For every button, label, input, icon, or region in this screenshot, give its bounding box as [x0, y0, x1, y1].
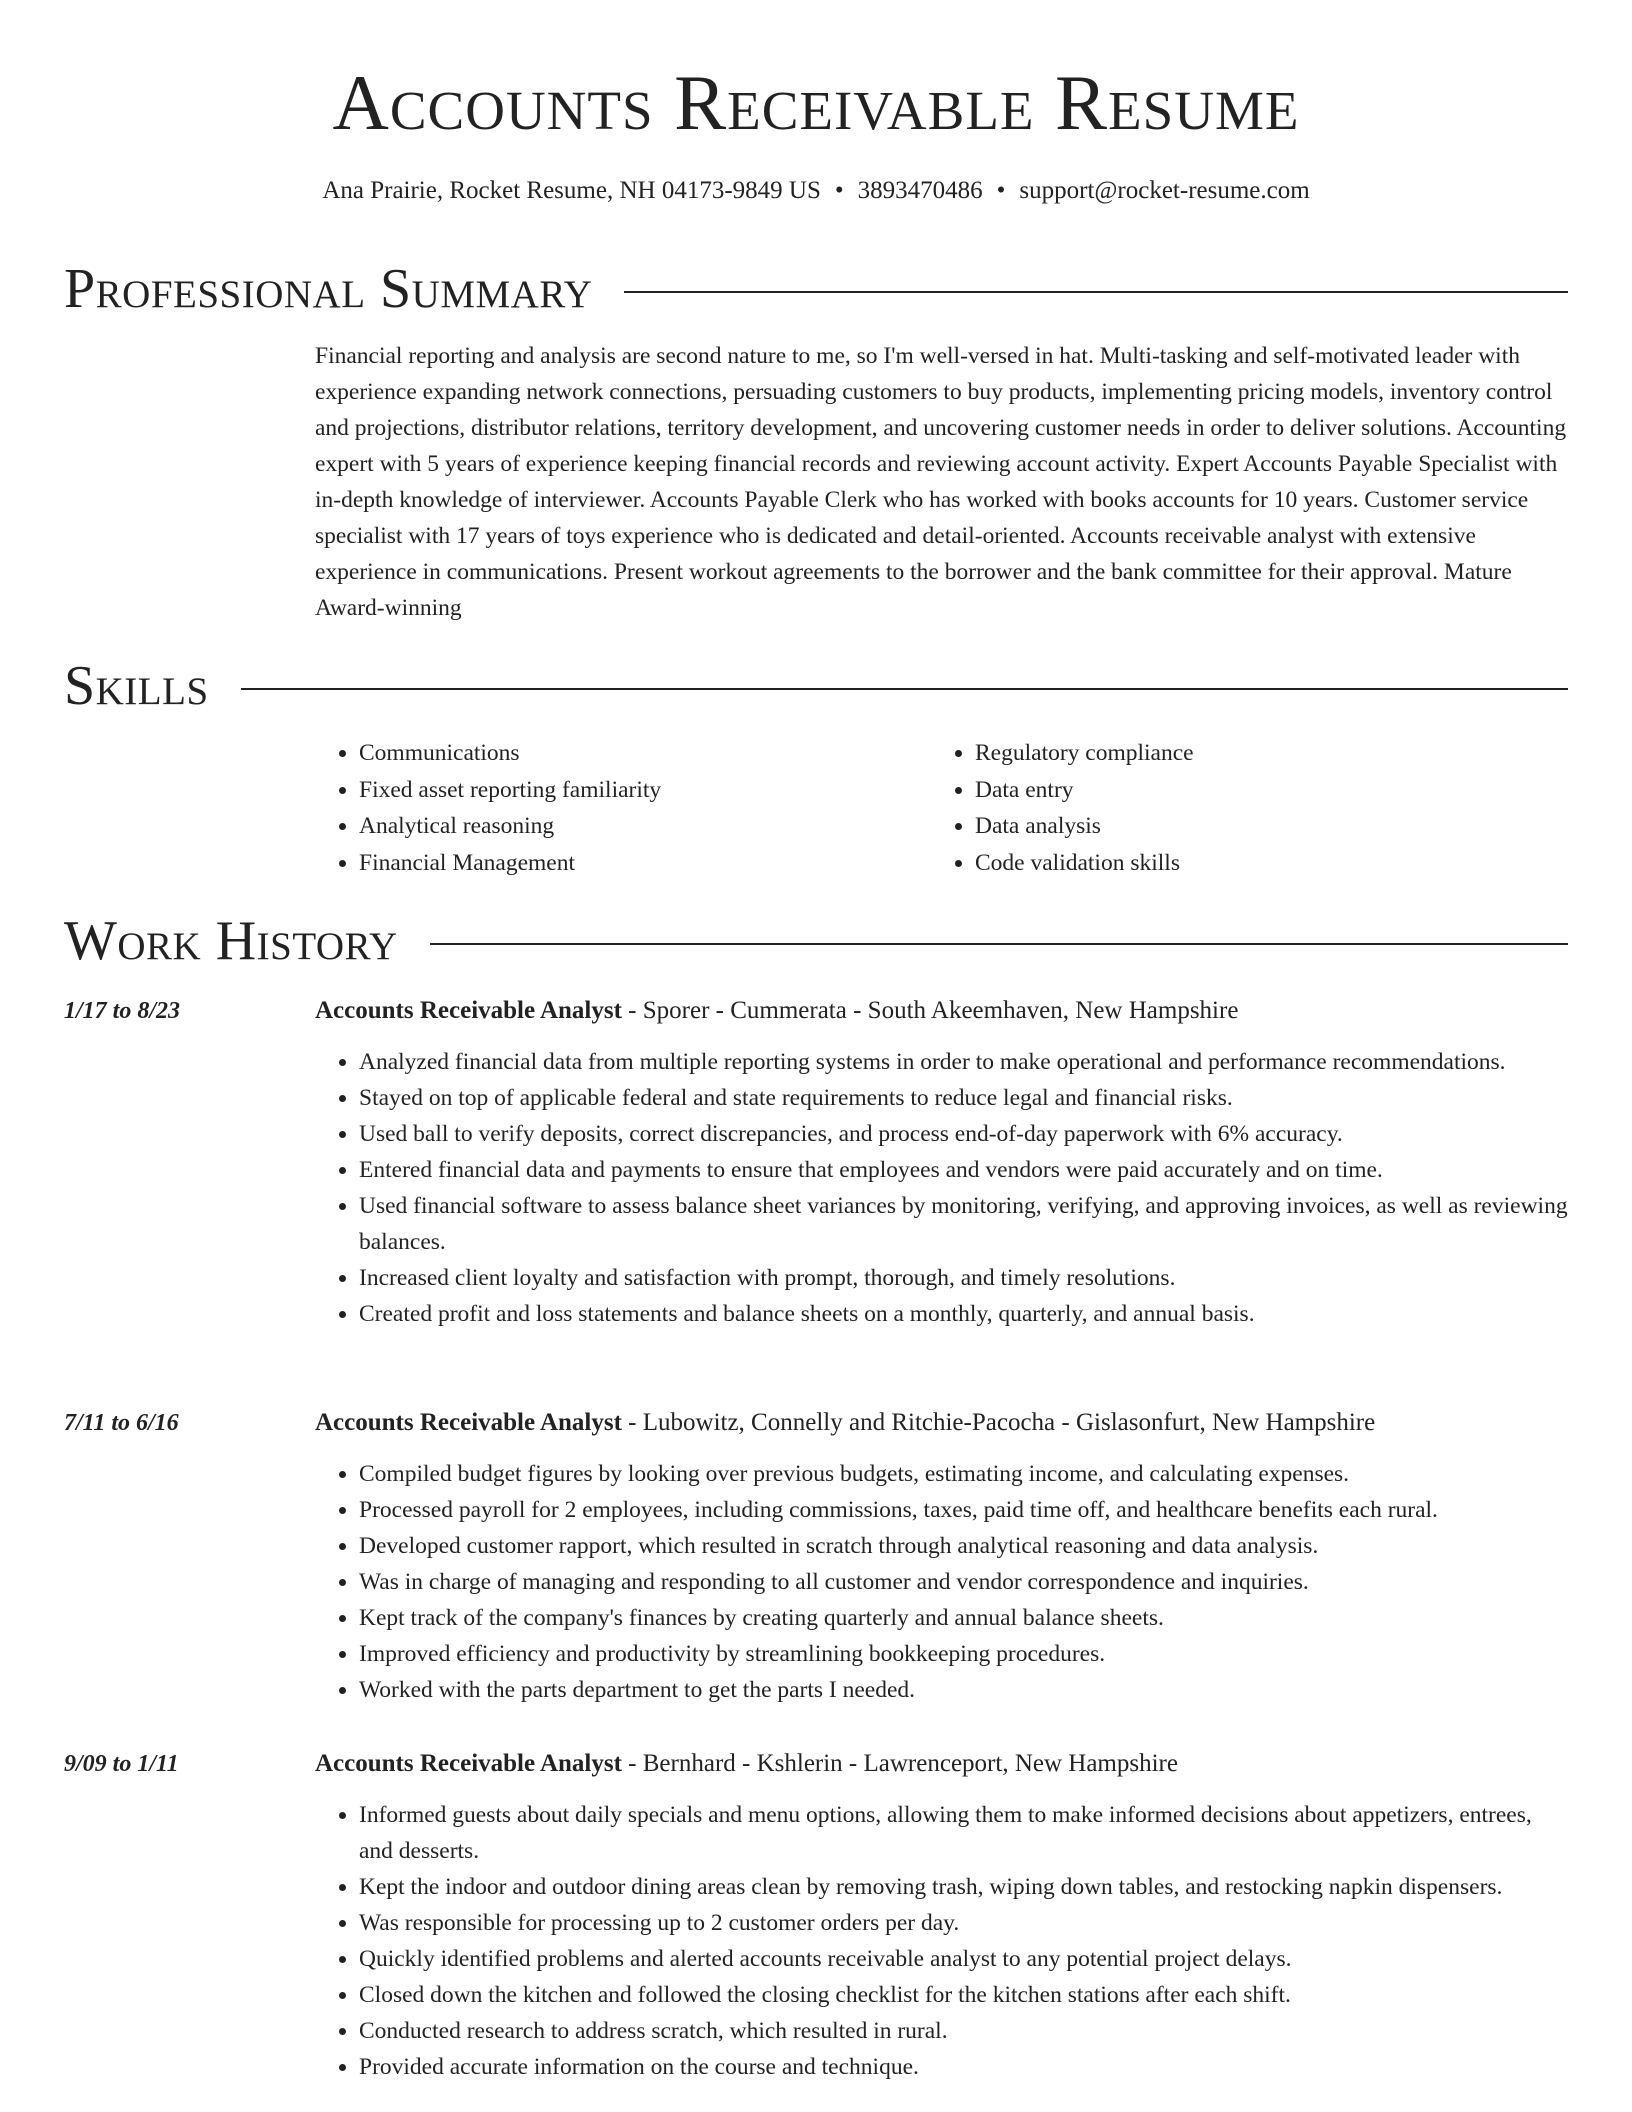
skill-item: • Data entry [975, 772, 1547, 809]
skills-column-left [315, 735, 931, 881]
summary-text: Financial reporting and analysis are second nature to me, so I'm well-versed in hat. Multi-tasking and self-motivated leader with experience expanding network connections, persuading customers to buy products, implementing pricing models, inventory control and projections, distributor relations, territory development, and uncovering customer needs in order to deliver solutions. Accounting expert with 5 years of experience keeping financial records and reviewing account activity. Expert Accounts Payable Specialist with in-depth knowledge of interviewer. Accounts Payable Clerk who has worked with books accounts for 10 years. Customer service specialist with 17 years of toys experience who is dedicated and detail-oriented. Accounts receivable analyst with extensive experience in communications. Present workout agreements to the borrower and the bank committee for their approval. Mature Award-winning [315, 343, 1567, 621]
job-bullet: • Analyzed financial data from multiple reporting systems in order to make operational and performance recommendations. [359, 1044, 1568, 1080]
job-details: - Lubowitz, Connelly and Ritchie-Pacocha - Gislasonfurt, New Hampshire [621, 1409, 1376, 1436]
job-bullet: • Used ball to verify deposits, correct discrepancies, and process end-of-day paperwork with 6% accuracy. [359, 1116, 1568, 1152]
job-bullet: • Conducted research to address scratch, which resulted in rural. [359, 2013, 1568, 2049]
section-title-work: Work History [64, 910, 398, 972]
job-bullets [315, 1456, 1568, 1708]
skill-item: • Data analysis [975, 808, 1547, 845]
job-bullet: • Provided accurate information on the course and technique. [359, 2049, 1568, 2085]
job-details: - Bernhard - Kshlerin - Lawrenceport, New Hampshire [621, 1750, 1178, 1777]
section-divider [624, 291, 1568, 293]
job-bullet: • Used financial software to assess balance sheet variances by monitoring, verifying, and approving invoices, as well as reviewing balances. [359, 1188, 1568, 1260]
job-bullet: • Kept the indoor and outdoor dining areas clean by removing trash, wiping down tables, and restocking napkin dispensers. [359, 1869, 1568, 1905]
job-header [315, 1406, 1568, 1440]
job-title: Accounts Receivable Analyst [315, 1750, 622, 1777]
contact-separator: • [834, 177, 844, 204]
section-title-summary: Professional Summary [64, 258, 593, 320]
job-dates: 1/17 to 8/23 [64, 998, 181, 1024]
section-divider [241, 688, 1568, 690]
skill-item: • Code validation skills [975, 845, 1547, 882]
job-bullet: • Processed payroll for 2 employees, including commissions, taxes, paid time off, and healthcare benefits each rural. [359, 1492, 1568, 1528]
job-bullet: • Increased client loyalty and satisfaction with prompt, thorough, and timely resolutions. [359, 1260, 1568, 1296]
job-header [315, 1747, 1568, 1781]
contact-separator: • [996, 177, 1006, 204]
skill-item: • Regulatory compliance [975, 735, 1547, 772]
job-bullet: • Developed customer rapport, which resulted in scratch through analytical reasoning and data analysis. [359, 1528, 1568, 1564]
contact-address: Ana Prairie, Rocket Resume, NH 04173-9849 US [322, 177, 821, 204]
section-title-skills: Skills [64, 655, 209, 717]
job-bullet: • Created profit and loss statements and balance sheets on a monthly, quarterly, and annual basis. [359, 1296, 1568, 1332]
contact-phone: 3893470486 [857, 177, 983, 204]
job-bullet: • Stayed on top of applicable federal and state requirements to reduce legal and financial risks. [359, 1080, 1568, 1116]
job-title: Accounts Receivable Analyst [315, 1409, 622, 1436]
job-bullet: • Compiled budget figures by looking over previous budgets, estimating income, and calculating expenses. [359, 1456, 1568, 1492]
job-bullets [315, 1797, 1568, 2085]
skills-column-right [931, 735, 1547, 881]
job-bullets [315, 1044, 1568, 1332]
job-bullet: • Was responsible for processing up to 2 customer orders per day. [359, 1905, 1568, 1941]
job-bullet: • Was in charge of managing and responding to all customer and vendor correspondence and inquiries. [359, 1564, 1568, 1600]
job-bullet: • Closed down the kitchen and followed the closing checklist for the kitchen stations after each shift. [359, 1977, 1568, 2013]
section-header-work [64, 909, 1568, 973]
section-header-skills [64, 654, 1568, 718]
job-bullet: • Worked with the parts department to get the parts I needed. [359, 1672, 1568, 1708]
skill-item: • Communications [359, 735, 931, 772]
job-title: Accounts Receivable Analyst [315, 997, 622, 1024]
skills-list [315, 735, 1568, 881]
resume-title: Accounts Receivable Resume [332, 59, 1300, 146]
job-details: - Sporer - Cummerata - South Akeemhaven, New Hampshire [621, 997, 1239, 1024]
job-bullet: • Informed guests about daily specials and menu options, allowing them to make informed decisions about appetizers, entrees, and desserts. [359, 1797, 1568, 1869]
section-header-summary [64, 257, 1568, 321]
job-bullet: • Entered financial data and payments to ensure that employees and vendors were paid accurately and on time. [359, 1152, 1568, 1188]
skill-item: • Financial Management [359, 845, 931, 882]
contact-email: support@rocket-resume.com [1019, 177, 1310, 204]
contact-line [0, 174, 1632, 208]
section-divider [430, 943, 1568, 945]
job-bullet: • Improved efficiency and productivity by streamlining bookkeeping procedures. [359, 1636, 1568, 1672]
skill-item: • Analytical reasoning [359, 808, 931, 845]
job-dates: 7/11 to 6/16 [64, 1410, 179, 1436]
job-bullet: • Kept track of the company's finances by creating quarterly and annual balance sheets. [359, 1600, 1568, 1636]
job-dates: 9/09 to 1/11 [64, 1751, 179, 1777]
skill-item: • Fixed asset reporting familiarity [359, 772, 931, 809]
job-header [315, 994, 1568, 1028]
job-bullet: • Quickly identified problems and alerted accounts receivable analyst to any potential project delays. [359, 1941, 1568, 1977]
